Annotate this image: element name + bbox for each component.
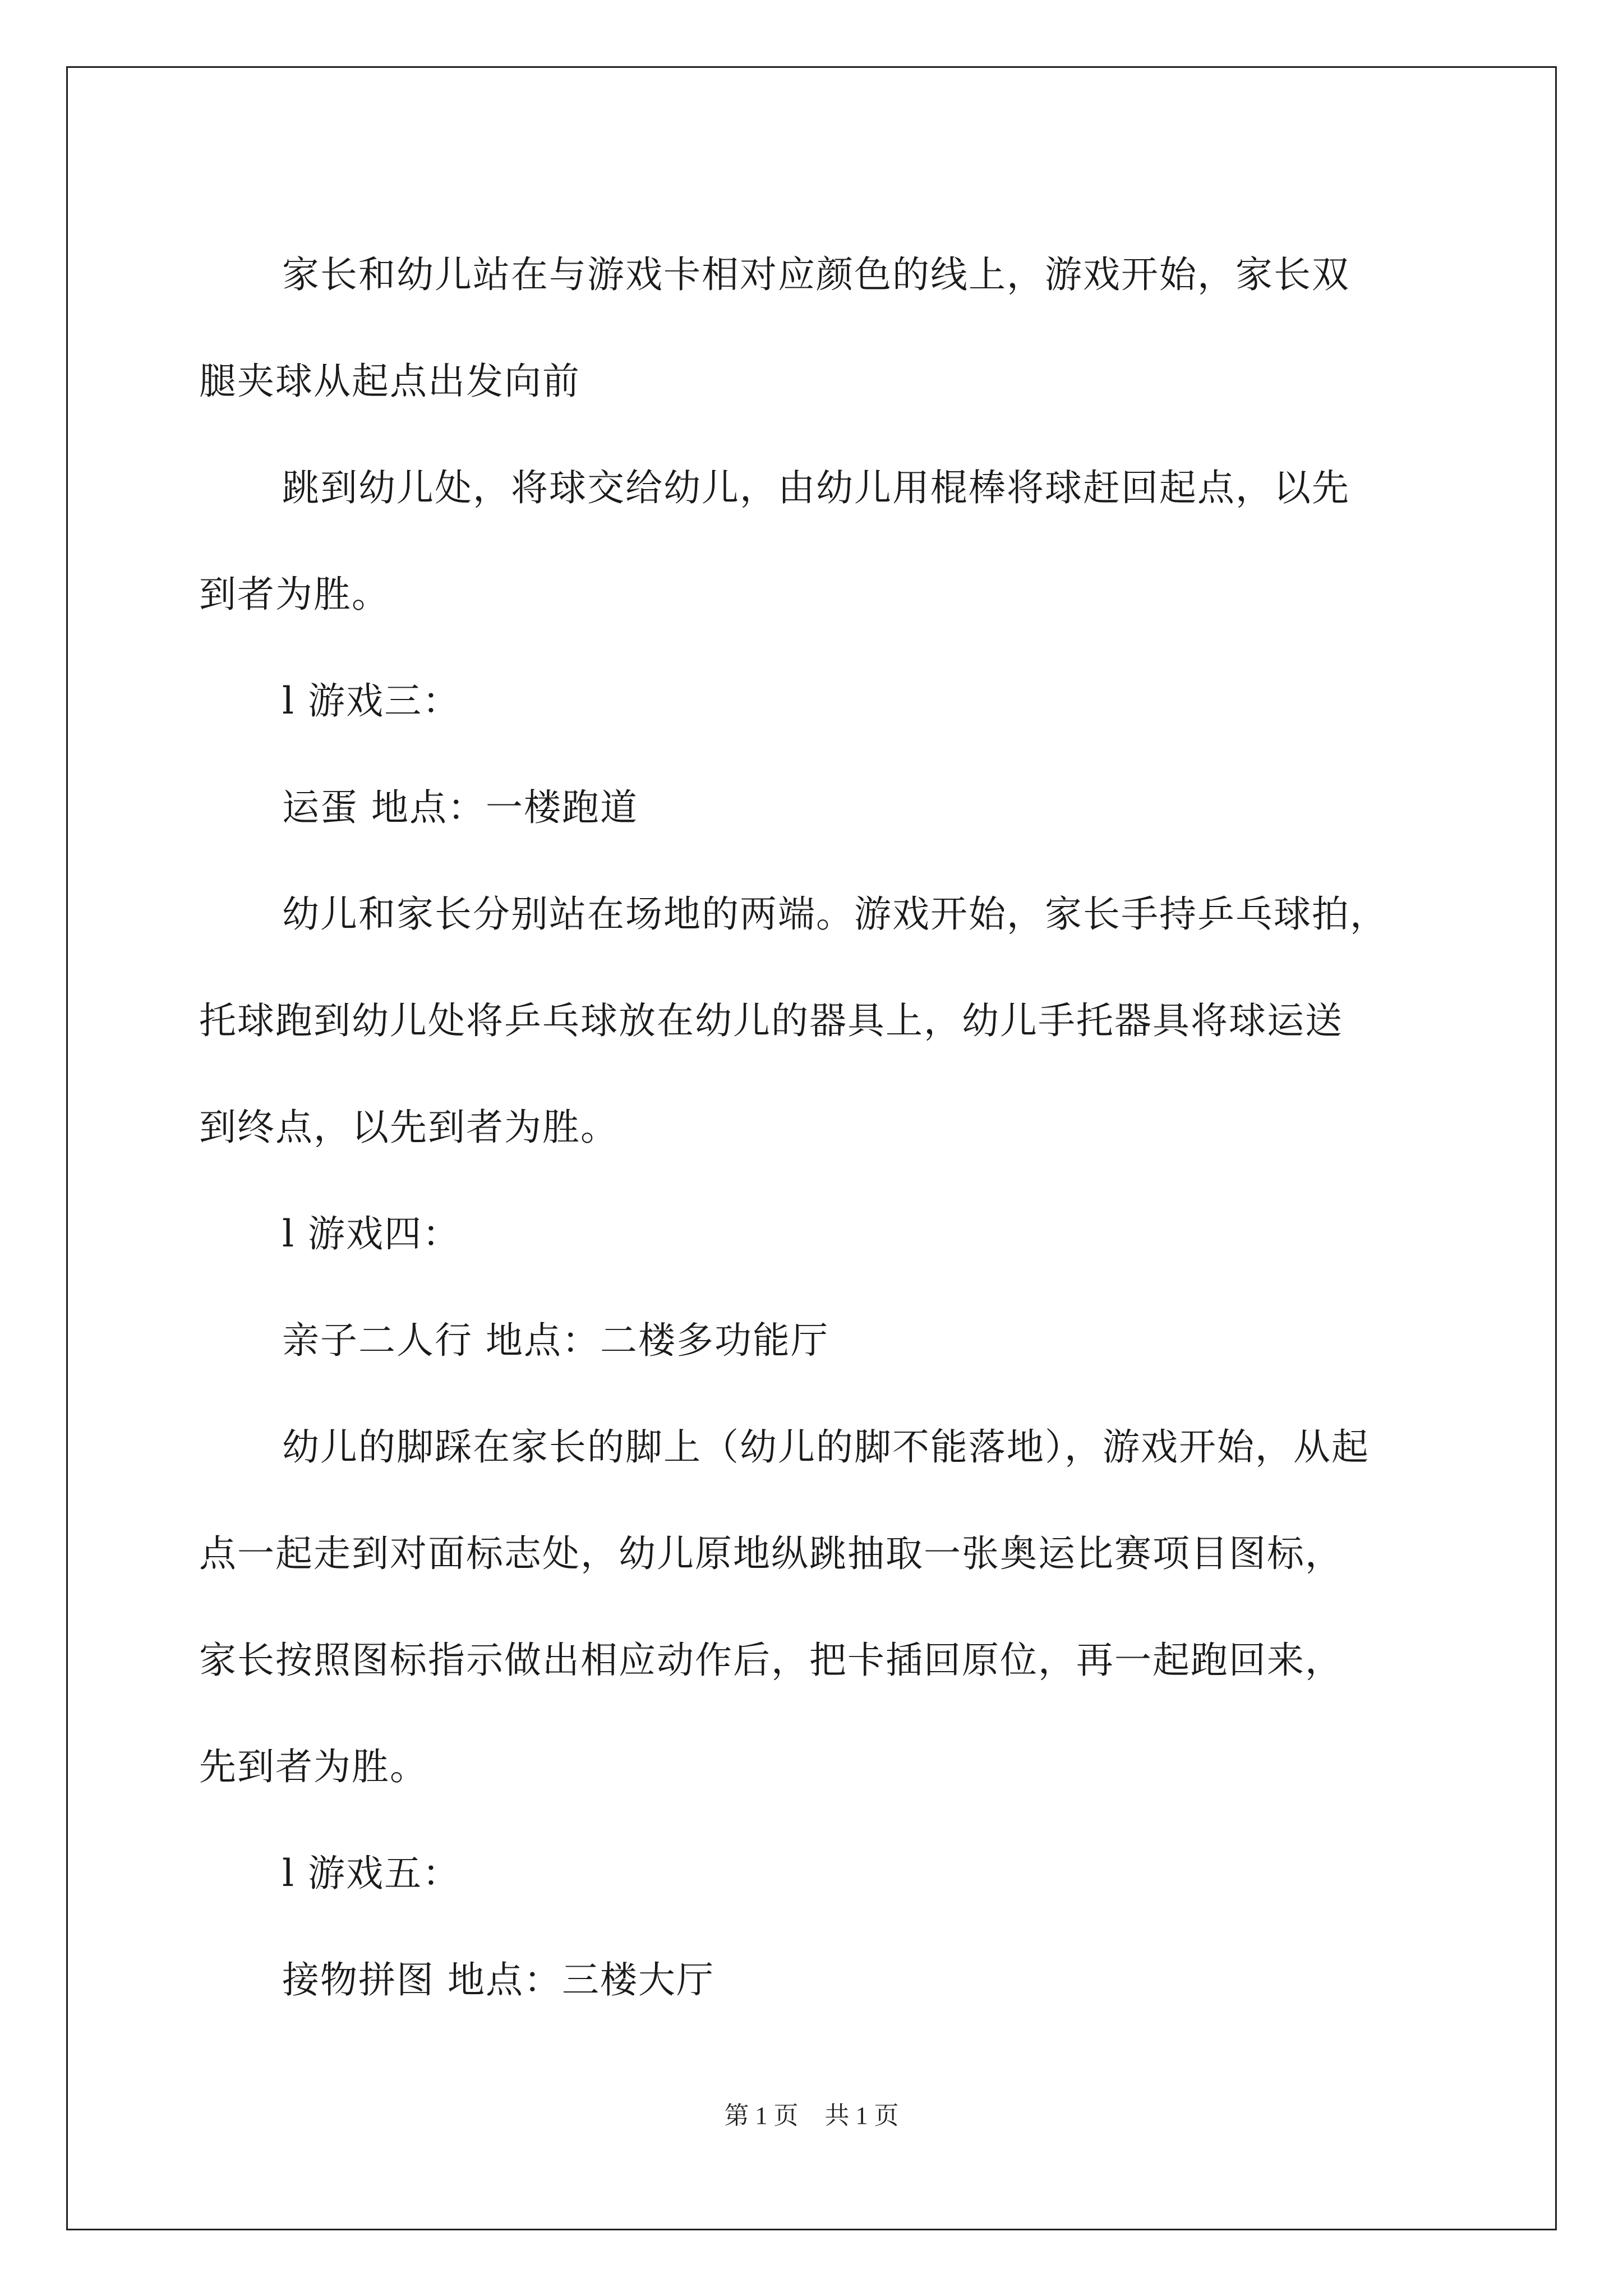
text-line: 先到者为胜。: [199, 1745, 428, 1788]
text-line: 到者为胜。: [199, 573, 390, 616]
game-title-location: 接物拼图 地点：三楼大厅: [282, 1958, 714, 2001]
text-line: 点一起走到对面标志处，幼儿原地纵跳抽取一张奥运比赛项目图标，: [199, 1532, 1343, 1575]
page-total: 共 1 页: [824, 2102, 899, 2129]
page-footer: [0, 2095, 1623, 2131]
text-line: 幼儿的脚踩在家长的脚上（幼儿的脚不能落地），游戏开始，从起: [282, 1425, 1370, 1469]
game-title-location: 运蛋 地点：一楼跑道: [282, 786, 638, 829]
text-line: 跳到幼儿处，将球交给幼儿，由幼儿用棍棒将球赶回起点，以先: [282, 466, 1350, 509]
text-line: 腿夹球从起点出发向前: [199, 360, 580, 403]
section-heading: l 游戏三：: [282, 679, 461, 723]
game-title-location: 亲子二人行 地点：二楼多功能厅: [282, 1319, 829, 1362]
page-number: 第 1 页: [724, 2102, 799, 2129]
text-line: 家长和幼儿站在与游戏卡相对应颜色的线上，游戏开始，家长双: [282, 253, 1350, 296]
text-line: 家长按照图标指示做出相应动作后，把卡插回原位，再一起跑回来，: [199, 1639, 1343, 1682]
section-heading: l 游戏四：: [282, 1212, 461, 1255]
text-line: 幼儿和家长分别站在场地的两端。游戏开始，家长手持乒乓球拍，: [282, 892, 1388, 936]
section-heading: l 游戏五：: [282, 1852, 461, 1895]
text-line: 托球跑到幼儿处将乒乓球放在幼儿的器具上，幼儿手托器具将球运送: [199, 999, 1343, 1042]
text-line: 到终点，以先到者为胜。: [199, 1106, 619, 1149]
